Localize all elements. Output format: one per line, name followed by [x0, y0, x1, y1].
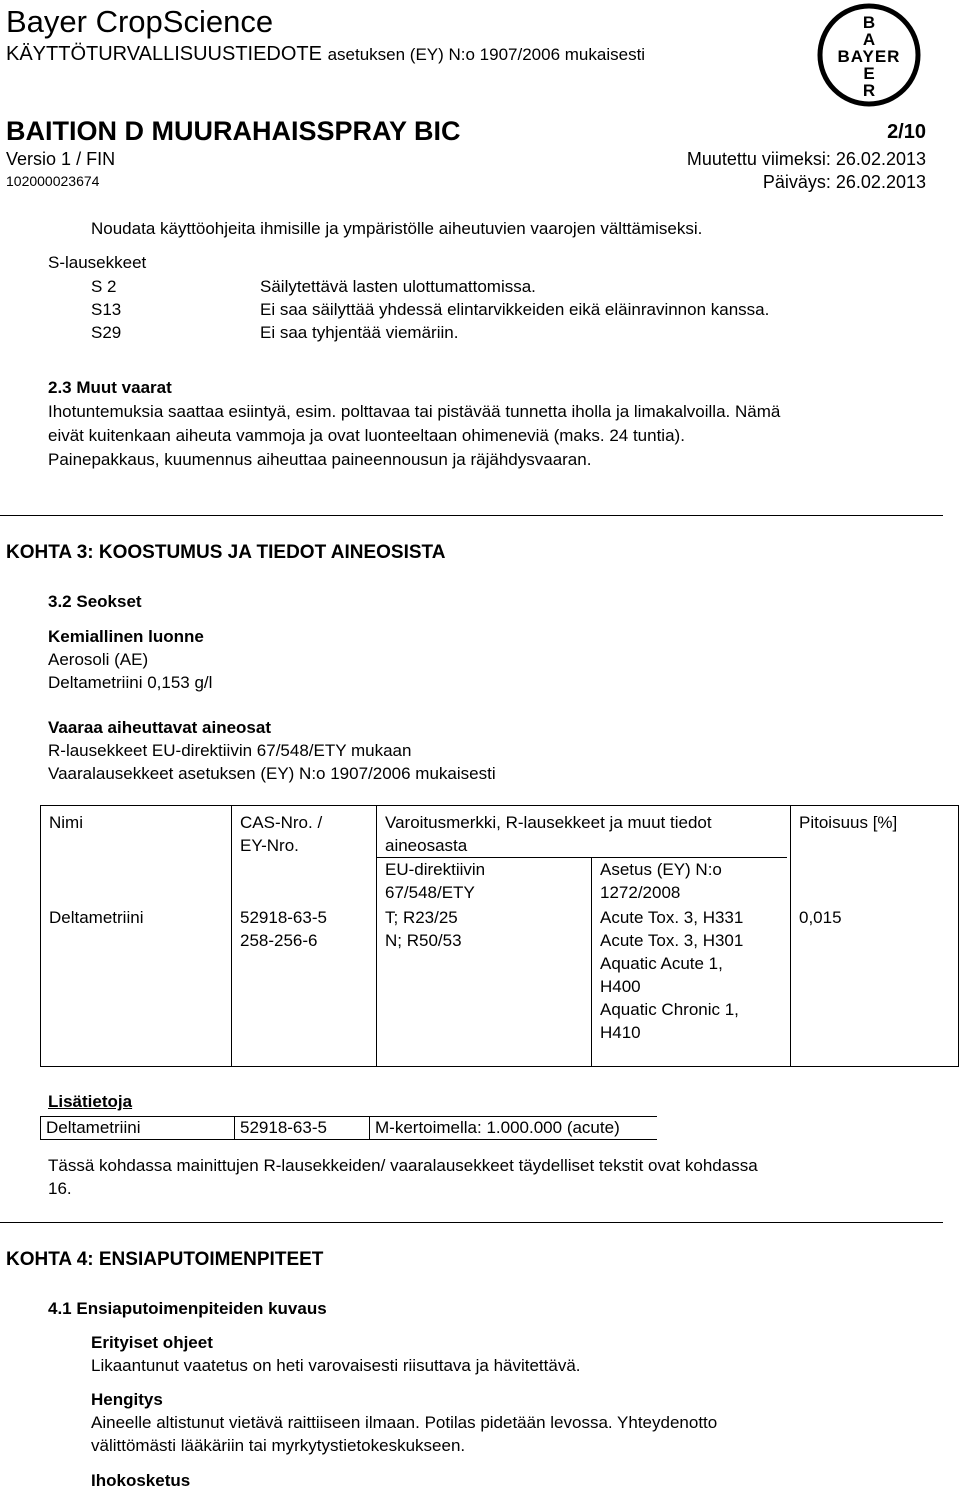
- hazardous-components-line: R-lausekkeet EU-direktiivin 67/548/ETY mukaan: [48, 741, 412, 760]
- cell-name: Deltametriini: [41, 904, 232, 1067]
- version-label: Versio: [6, 149, 57, 169]
- section-divider: [0, 1222, 943, 1223]
- general-advice-heading: Erityiset ohjeet: [91, 1333, 213, 1352]
- company-name: Bayer CropScience: [6, 4, 274, 39]
- bayer-logo: [817, 3, 921, 107]
- chemical-nature-line: Aerosoli (AE): [48, 650, 149, 669]
- s-phrase-code: S29: [91, 323, 122, 342]
- issue-date: Päiväys: 26.02.2013: [762, 172, 926, 192]
- note-line: 16.: [48, 1179, 72, 1198]
- svg-text:R: R: [862, 81, 876, 100]
- header-classification: Varoitusmerkki, R-lausekkeet ja muut tiedot aineosasta: [377, 806, 791, 859]
- hazardous-components-heading: Vaaraa aiheuttavat aineosat: [48, 718, 272, 737]
- additional-info-cas: 52918-63-5: [234, 1116, 370, 1140]
- additional-info-name: Deltametriini: [40, 1116, 235, 1140]
- composition-table: [40, 805, 959, 1067]
- header-clp: Asetus (EY) N:o 1272/2008: [592, 858, 791, 904]
- s-phrase-code: S 2: [91, 277, 117, 296]
- s-phrase-code: S13: [91, 300, 122, 319]
- section-divider: [0, 515, 943, 516]
- skin-contact-heading: Ihokosketus: [91, 1471, 191, 1490]
- cell-eu-classification: T; R23/25 N; R50/53: [377, 904, 592, 1067]
- chemical-nature-heading: Kemiallinen luonne: [48, 627, 204, 646]
- svg-text:A: A: [862, 30, 876, 49]
- intro-line: Noudata käyttöohjeita ihmisille ja ympäristölle aiheutuvien vaarojen välttämiseksi.: [91, 219, 703, 238]
- note-line: Tässä kohdassa mainittujen R-lausekkeiden/ vaaralausekkeet täydelliset tekstit ovat kohdassa: [48, 1156, 758, 1175]
- inhalation-line: Aineelle altistunut vietävä raittiiseen ilmaan. Potilas pidetään levossa. Yhteydenotto: [91, 1413, 718, 1432]
- additional-info-heading: Lisätietoja: [48, 1092, 133, 1111]
- section3-subtitle: 3.2 Seokset: [48, 592, 142, 611]
- section4-title: KOHTA 4: ENSIAPUTOIMENPITEET: [6, 1249, 324, 1270]
- cell-cas: 52918-63-5 258-256-6: [232, 904, 377, 1067]
- other-hazards-line: Painepakkaus, kuumennus aiheuttaa paineennousun ja räjähdysvaaran.: [48, 450, 592, 469]
- document-type-label: KÄYTTÖTURVALLISUUSTIEDOTE: [6, 43, 322, 65]
- general-advice-text: Likaantunut vaatetus on heti varovaisesti riisuttava ja hävitettävä.: [91, 1356, 581, 1375]
- inhalation-heading: Hengitys: [91, 1390, 163, 1409]
- hazardous-components-line: Vaaralausekkeet asetuksen (EY) N:o 1907/2006 mukaisesti: [48, 764, 496, 783]
- additional-info-m-factor: M-kertoimella: 1.000.000 (acute): [369, 1116, 657, 1140]
- svg-text:E: E: [863, 64, 875, 83]
- cell-clp-classification: Acute Tox. 3, H331 Acute Tox. 3, H301 Aquatic Acute 1, H400 Aquatic Chronic 1, H410: [592, 904, 791, 1067]
- svg-text:B: B: [862, 13, 876, 32]
- cell-concentration: 0,015: [791, 904, 959, 1067]
- document-type: [6, 43, 645, 66]
- s-phrase-text: Säilytettävä lasten ulottumattomissa.: [260, 277, 536, 296]
- version-separator: /: [76, 149, 82, 169]
- other-hazards-line: eivät kuitenkaan aiheuta vammoja ja ovat luonteeltaan ohimeneviä (maks. 24 tuntia).: [48, 426, 685, 445]
- modified-date: Muutettu viimeksi: 26.02.2013: [686, 149, 926, 169]
- header-concentration: Pitoisuus [%]: [791, 806, 959, 905]
- product-name: BAITION D MUURAHAISSPRAY BIC: [6, 116, 461, 146]
- version-info: [6, 149, 115, 170]
- logo-text: BAYER: [837, 47, 901, 66]
- regulation-label: asetuksen (EY) N:o 1907/2006 mukaisesti: [327, 45, 646, 64]
- chemical-nature-line: Deltametriini 0,153 g/l: [48, 673, 213, 692]
- section3-title: KOHTA 3: KOOSTUMUS JA TIEDOT AINEOSISTA: [6, 542, 446, 563]
- version-language: FIN: [86, 149, 116, 169]
- s-phrases-heading: S-lausekkeet: [48, 253, 147, 272]
- other-hazards-line: Ihotuntemuksia saattaa esiintyä, esim. polttavaa tai pistävää tunnetta iholla ja limakalvoilla. Nämä: [48, 402, 781, 421]
- header-eu-directive: EU-direktiivin 67/548/ETY: [377, 858, 592, 904]
- version-value: 1: [61, 149, 72, 169]
- s-phrase-text: Ei saa säilyttää yhdessä elintarvikkeiden eikä eläinravinnon kanssa.: [260, 300, 770, 319]
- table-row: [41, 904, 959, 1067]
- other-hazards-heading: 2.3 Muut vaarat: [48, 378, 172, 397]
- table-header-row: [41, 806, 959, 859]
- page-number: 2/10: [887, 121, 926, 143]
- inhalation-line: välittömästi lääkäriin tai myrkytystietokeskukseen.: [91, 1436, 466, 1455]
- section4-subtitle: 4.1 Ensiaputoimenpiteiden kuvaus: [48, 1299, 327, 1318]
- s-phrase-text: Ei saa tyhjentää viemäriin.: [260, 323, 459, 342]
- header-cas: CAS-Nro. / EY-Nro.: [232, 806, 377, 905]
- header-name: Nimi: [41, 806, 232, 905]
- additional-info-row: [40, 1116, 657, 1140]
- document-number: 102000023674: [6, 173, 100, 189]
